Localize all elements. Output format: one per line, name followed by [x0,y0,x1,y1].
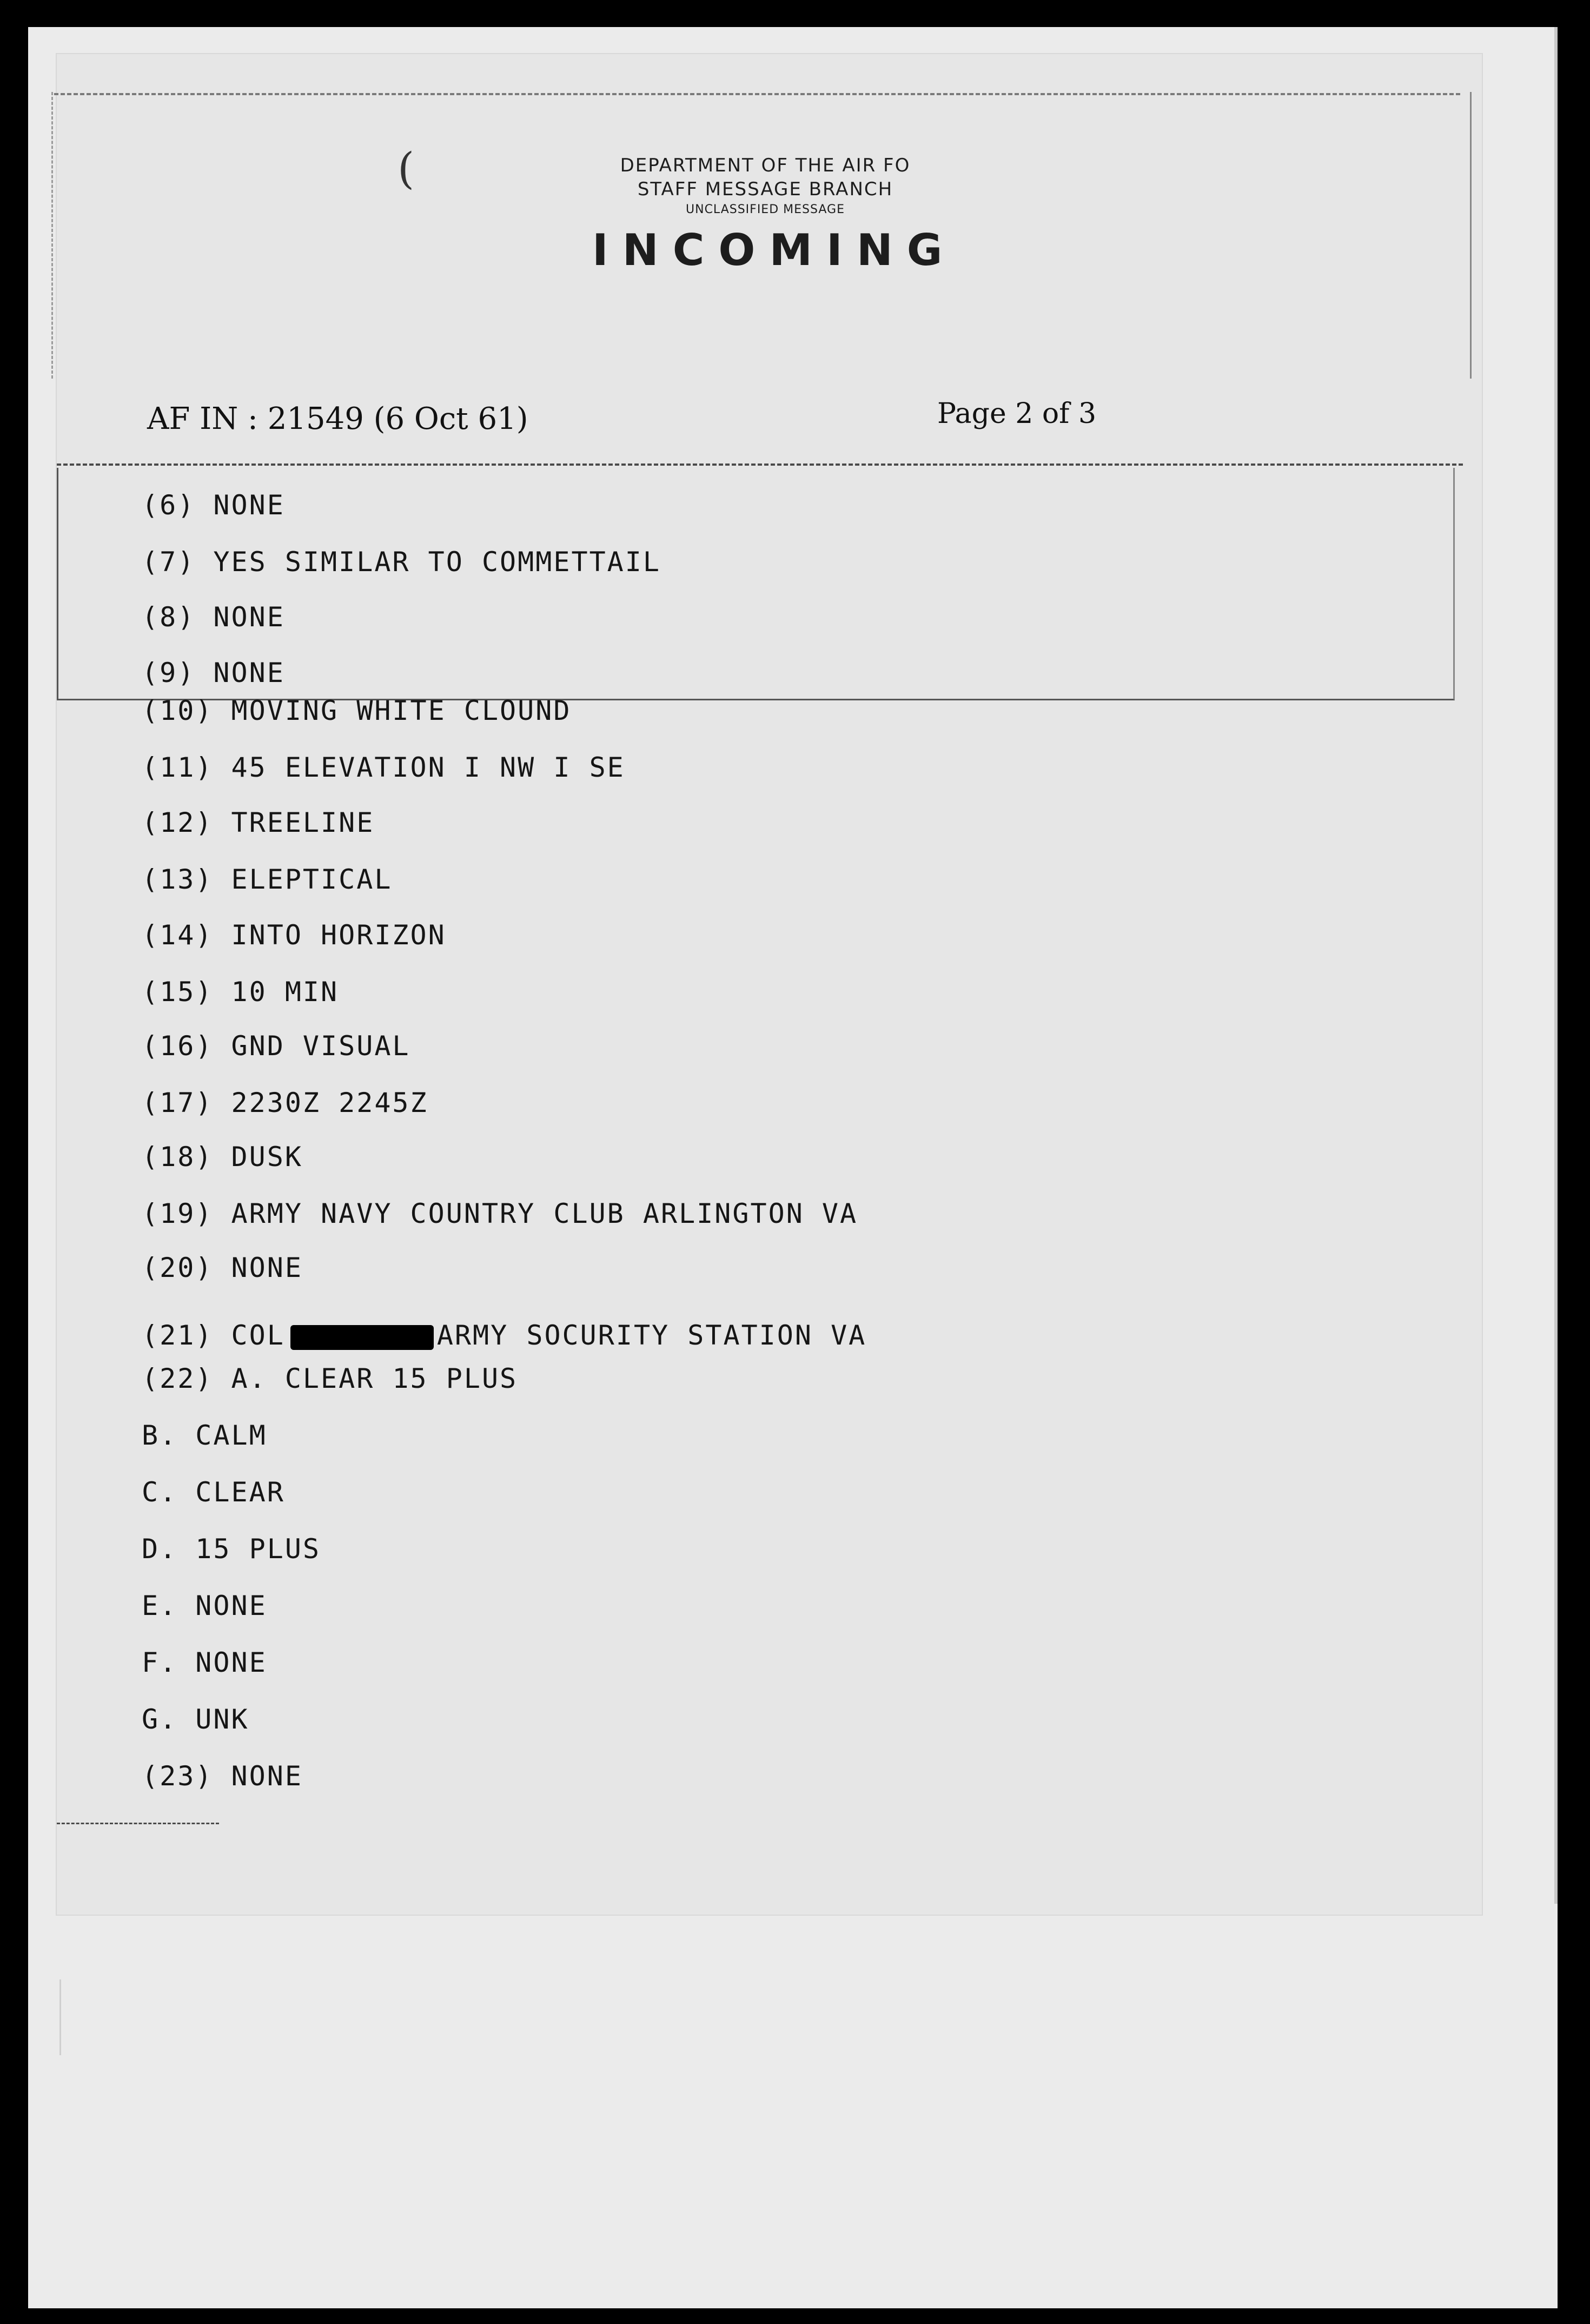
message-line: (14) INTO HORIZON [142,919,446,951]
message-reference: AF IN : 21549 (6 Oct 61) [147,401,528,436]
message-line: (8) NONE [142,601,285,633]
message-line: G. UNK [142,1704,249,1735]
message-line: B. CALM [142,1420,267,1451]
message-line: (13) ELEPTICAL [142,864,393,895]
message-line: (11) 45 ELEVATION I NW I SE [142,752,625,783]
header-divider [57,464,1463,466]
message-line: (7) YES SIMILAR TO COMMETTAIL [142,546,661,578]
message-line: (20) NONE [142,1252,303,1283]
message-line: C. CLEAR [142,1476,285,1508]
message-line: F. NONE [142,1647,267,1678]
header-top-rule [54,93,1460,95]
message-line-21 [142,1320,866,1351]
message-line: (17) 2230Z 2245Z [142,1087,428,1118]
message-line: (12) TREELINE [142,807,375,838]
message-line: (9) NONE [142,657,285,688]
classification-line: UNCLASSIFIED MESSAGE [686,203,845,217]
message-line: (18) DUSK [142,1141,303,1173]
stray-mark: ( [398,143,415,194]
message-line: (15) 10 MIN [142,976,339,1008]
department-line: DEPARTMENT OF THE AIR FO [620,155,911,176]
message-line: E. NONE [142,1590,267,1621]
message-line: (16) GND VISUAL [142,1030,410,1062]
line21-prefix: (21) COL [142,1320,285,1351]
line21-suffix: ARMY SOCURITY STATION VA [436,1320,867,1351]
page-indicator: Page 2 of 3 [937,398,1097,430]
branch-line: STAFF MESSAGE BRANCH [637,178,893,200]
message-line: D. 15 PLUS [142,1533,321,1565]
message-title: INCOMING [592,225,957,276]
message-header [592,154,957,279]
film-scratch [59,1979,61,2055]
message-line: (10) MOVING WHITE CLOUND [142,695,572,726]
redaction-mark [290,1325,434,1350]
message-line: (19) ARMY NAVY COUNTRY CLUB ARLINGTON VA [142,1198,858,1229]
message-line: (23) NONE [142,1760,303,1792]
message-line: (22) A. CLEAR 15 PLUS [142,1363,518,1394]
end-rule [57,1823,219,1824]
message-line: (6) NONE [142,489,285,521]
